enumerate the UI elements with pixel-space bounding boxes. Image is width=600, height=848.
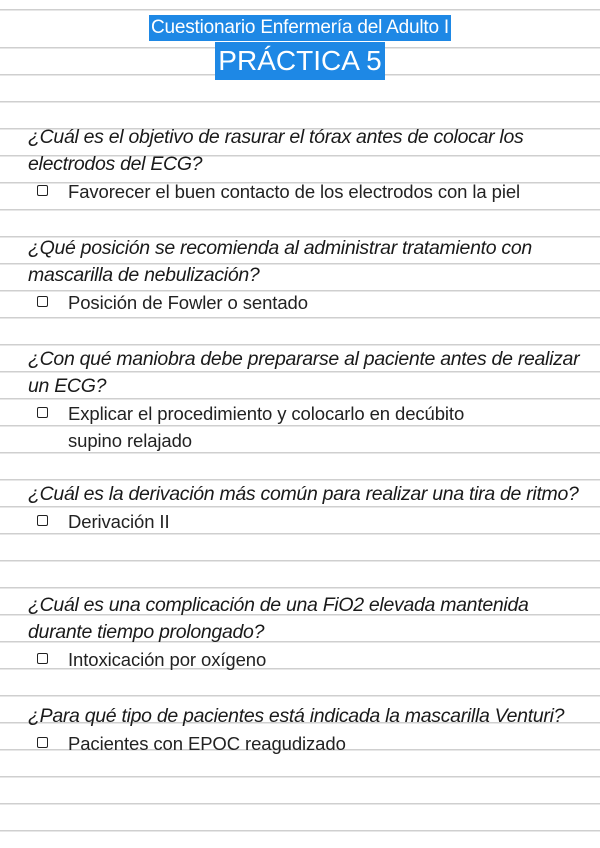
question-text: ¿Con qué maniobra debe prepararse al paciente antes de realizar un ECG? (28, 348, 580, 397)
page-header (0, 15, 600, 80)
checkbox-icon[interactable] (37, 653, 48, 664)
question-text: ¿Cuál es la derivación más común para realizar una tira de ritmo? (28, 483, 579, 505)
answer-item (28, 508, 588, 535)
question-text: ¿Cuál es una complicación de una FiO2 elevada mantenida durante tiempo prolongado? (28, 594, 529, 643)
answer-text: Intoxicación por oxígeno (68, 649, 267, 670)
checkbox-icon[interactable] (37, 296, 48, 307)
answer-item (28, 730, 588, 757)
checkbox-icon[interactable] (37, 407, 48, 418)
question-item (28, 235, 588, 316)
page-title: PRÁCTICA 5 (215, 42, 384, 80)
checkbox-icon[interactable] (37, 185, 48, 196)
question-item (28, 703, 588, 757)
checkbox-icon[interactable] (37, 737, 48, 748)
answer-item (28, 400, 588, 454)
question-item (28, 592, 588, 673)
question-item (28, 346, 588, 454)
answer-text: Posición de Fowler o sentado (68, 292, 308, 313)
answer-text: Favorecer el buen contacto de los electrodos con la piel (68, 181, 521, 202)
answer-text: Derivación II (68, 511, 170, 532)
answer-item (28, 289, 588, 316)
answer-item (28, 178, 588, 205)
course-subtitle: Cuestionario Enfermería del Adulto I (149, 15, 451, 41)
question-text: ¿Cuál es el objetivo de rasurar el tórax antes de colocar los electrodos del ECG? (28, 126, 524, 175)
question-text: ¿Para qué tipo de pacientes está indicada la mascarilla Venturi? (28, 705, 565, 727)
question-item (28, 124, 588, 205)
checkbox-icon[interactable] (37, 515, 48, 526)
question-text: ¿Qué posición se recomienda al administrar tratamiento con mascarilla de nebulización? (28, 237, 532, 286)
answer-text: Pacientes con EPOC reagudizado (68, 733, 346, 754)
answer-text: Explicar el procedimiento y colocarlo en decúbito supino relajado (68, 403, 465, 451)
question-item (28, 481, 588, 535)
answer-item (28, 646, 588, 673)
